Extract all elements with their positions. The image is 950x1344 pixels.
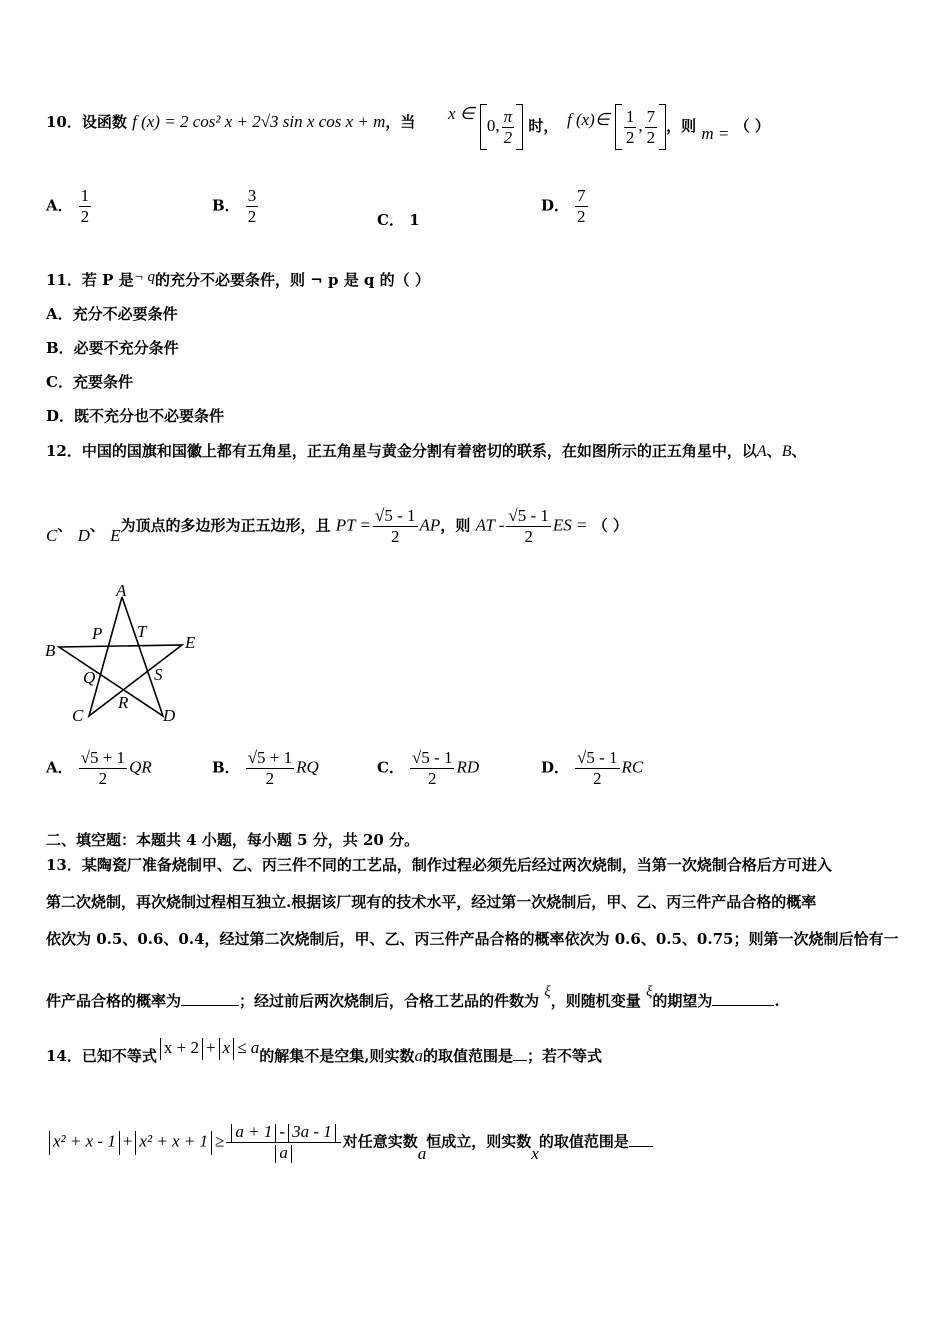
- q13-line3: 依次为 0.5、0.6、0.4，经过第二次烧制后，甲、乙、丙三件产品合格的概率依次为 0.6、0.5、0.75；则第一次烧制后恰有一: [46, 930, 899, 948]
- q12-option-a[interactable]: A． $\frac{√5 + 1}{2}$ QR: [46, 748, 152, 788]
- q11-option-a[interactable]: A．充分不必要条件: [46, 305, 178, 323]
- q13-line2: 第二次烧制，再次烧制过程相互独立.根据该厂现有的技术水平，经过第一次烧制后，甲、乙、丙三件产品合格的概率: [46, 893, 817, 911]
- q12-line2: C、 D、 E为顶点的多边形为正五边形，且 PT = $\frac{√5 - 1}{2}$ AP，则 AT - $\frac{√5 - 1}{2}$ ES = （ ）: [46, 506, 628, 546]
- q11-option-d[interactable]: D．既不充分也不必要条件: [46, 407, 225, 425]
- label-q: Q: [83, 668, 96, 687]
- q10-option-c[interactable]: C． 1: [377, 211, 420, 229]
- q11-stem: 11．若 P 是¬ q的充分不必要条件，则 ¬ p 是 q 的（ ）: [46, 269, 430, 289]
- section-heading: 二、填空题：本题共 4 小题，每小题 5 分，共 20 分。: [46, 831, 420, 849]
- answer-blank-2[interactable]: [712, 1005, 774, 1006]
- q12-option-b[interactable]: B． $\frac{√5 + 1}{2}$ RQ: [212, 748, 319, 788]
- q12-line1: 12．中国的国旗和国徽上都有五角星，正五角星与黄金分割有着密切的联系，在如图所示的正五角星中，以A、B、: [46, 442, 807, 460]
- label-t: T: [137, 622, 147, 641]
- q11-option-b[interactable]: B．必要不充分条件: [46, 339, 179, 357]
- q14-line1: 14．已知不等式 x + 2 + x ≤ a的解集不是空集,则实数a的取值范围是 ；若不等式: [46, 1038, 602, 1065]
- q10-domain: x ∈ 0, $\frac{\pi}{2}$ 时，: [448, 104, 558, 150]
- pentagram-figure: [40, 582, 210, 727]
- q10-option-d[interactable]: D． $\frac{7}{2}$: [541, 186, 586, 226]
- q10-option-b[interactable]: B． $\frac{3}{2}$: [212, 186, 257, 226]
- answer-blank-4[interactable]: [629, 1146, 653, 1147]
- q11-option-c[interactable]: C．充要条件: [46, 373, 133, 391]
- q10-option-a[interactable]: A． $\frac{1}{2}$: [46, 186, 90, 226]
- label-c: C: [72, 706, 84, 725]
- q13-line1: 13．某陶瓷厂准备烧制甲、乙、丙三件不同的工艺品，制作过程必须先后经过两次烧制，当第一次烧制合格后方可进入: [46, 856, 832, 874]
- label-d: D: [163, 706, 176, 725]
- answer-blank-1[interactable]: [181, 1005, 239, 1006]
- q10-function: f (x) = 2 cos² x + 2√3 sin x cos x + m: [132, 112, 386, 131]
- q10-line: 10．设函数 f (x) = 2 cos² x + 2√3 sin x cos x + m，当: [46, 112, 416, 131]
- label-a: A: [116, 582, 127, 600]
- q12-option-c[interactable]: C． $\frac{√5 - 1}{2}$ RD: [377, 748, 480, 788]
- answer-blank-3[interactable]: [513, 1060, 527, 1061]
- label-s: S: [154, 665, 163, 684]
- q10-range: f (x)∈ $\frac{1}{2}$ , $\frac{7}{2}$ ，则 m = （ ）: [567, 104, 770, 150]
- q13-line4: 件产品合格的概率为 ；经过前后两次烧制后，合格工艺品的件数为 ξ，则随机变量 ξ的期望为 .: [46, 984, 780, 1010]
- label-e: E: [185, 633, 196, 652]
- q12-option-d[interactable]: D． $\frac{√5 - 1}{2}$ RC: [541, 748, 644, 788]
- label-r: R: [118, 693, 129, 712]
- label-p: P: [92, 624, 103, 643]
- label-b: B: [45, 641, 56, 660]
- q14-line2: x² + x - 1 + x² + x + 1 ≥ $\frac{a + 1 - 3a - 1}{a}$ 对任意实数a恒成立，则实数x的取值范围是: [46, 1122, 653, 1163]
